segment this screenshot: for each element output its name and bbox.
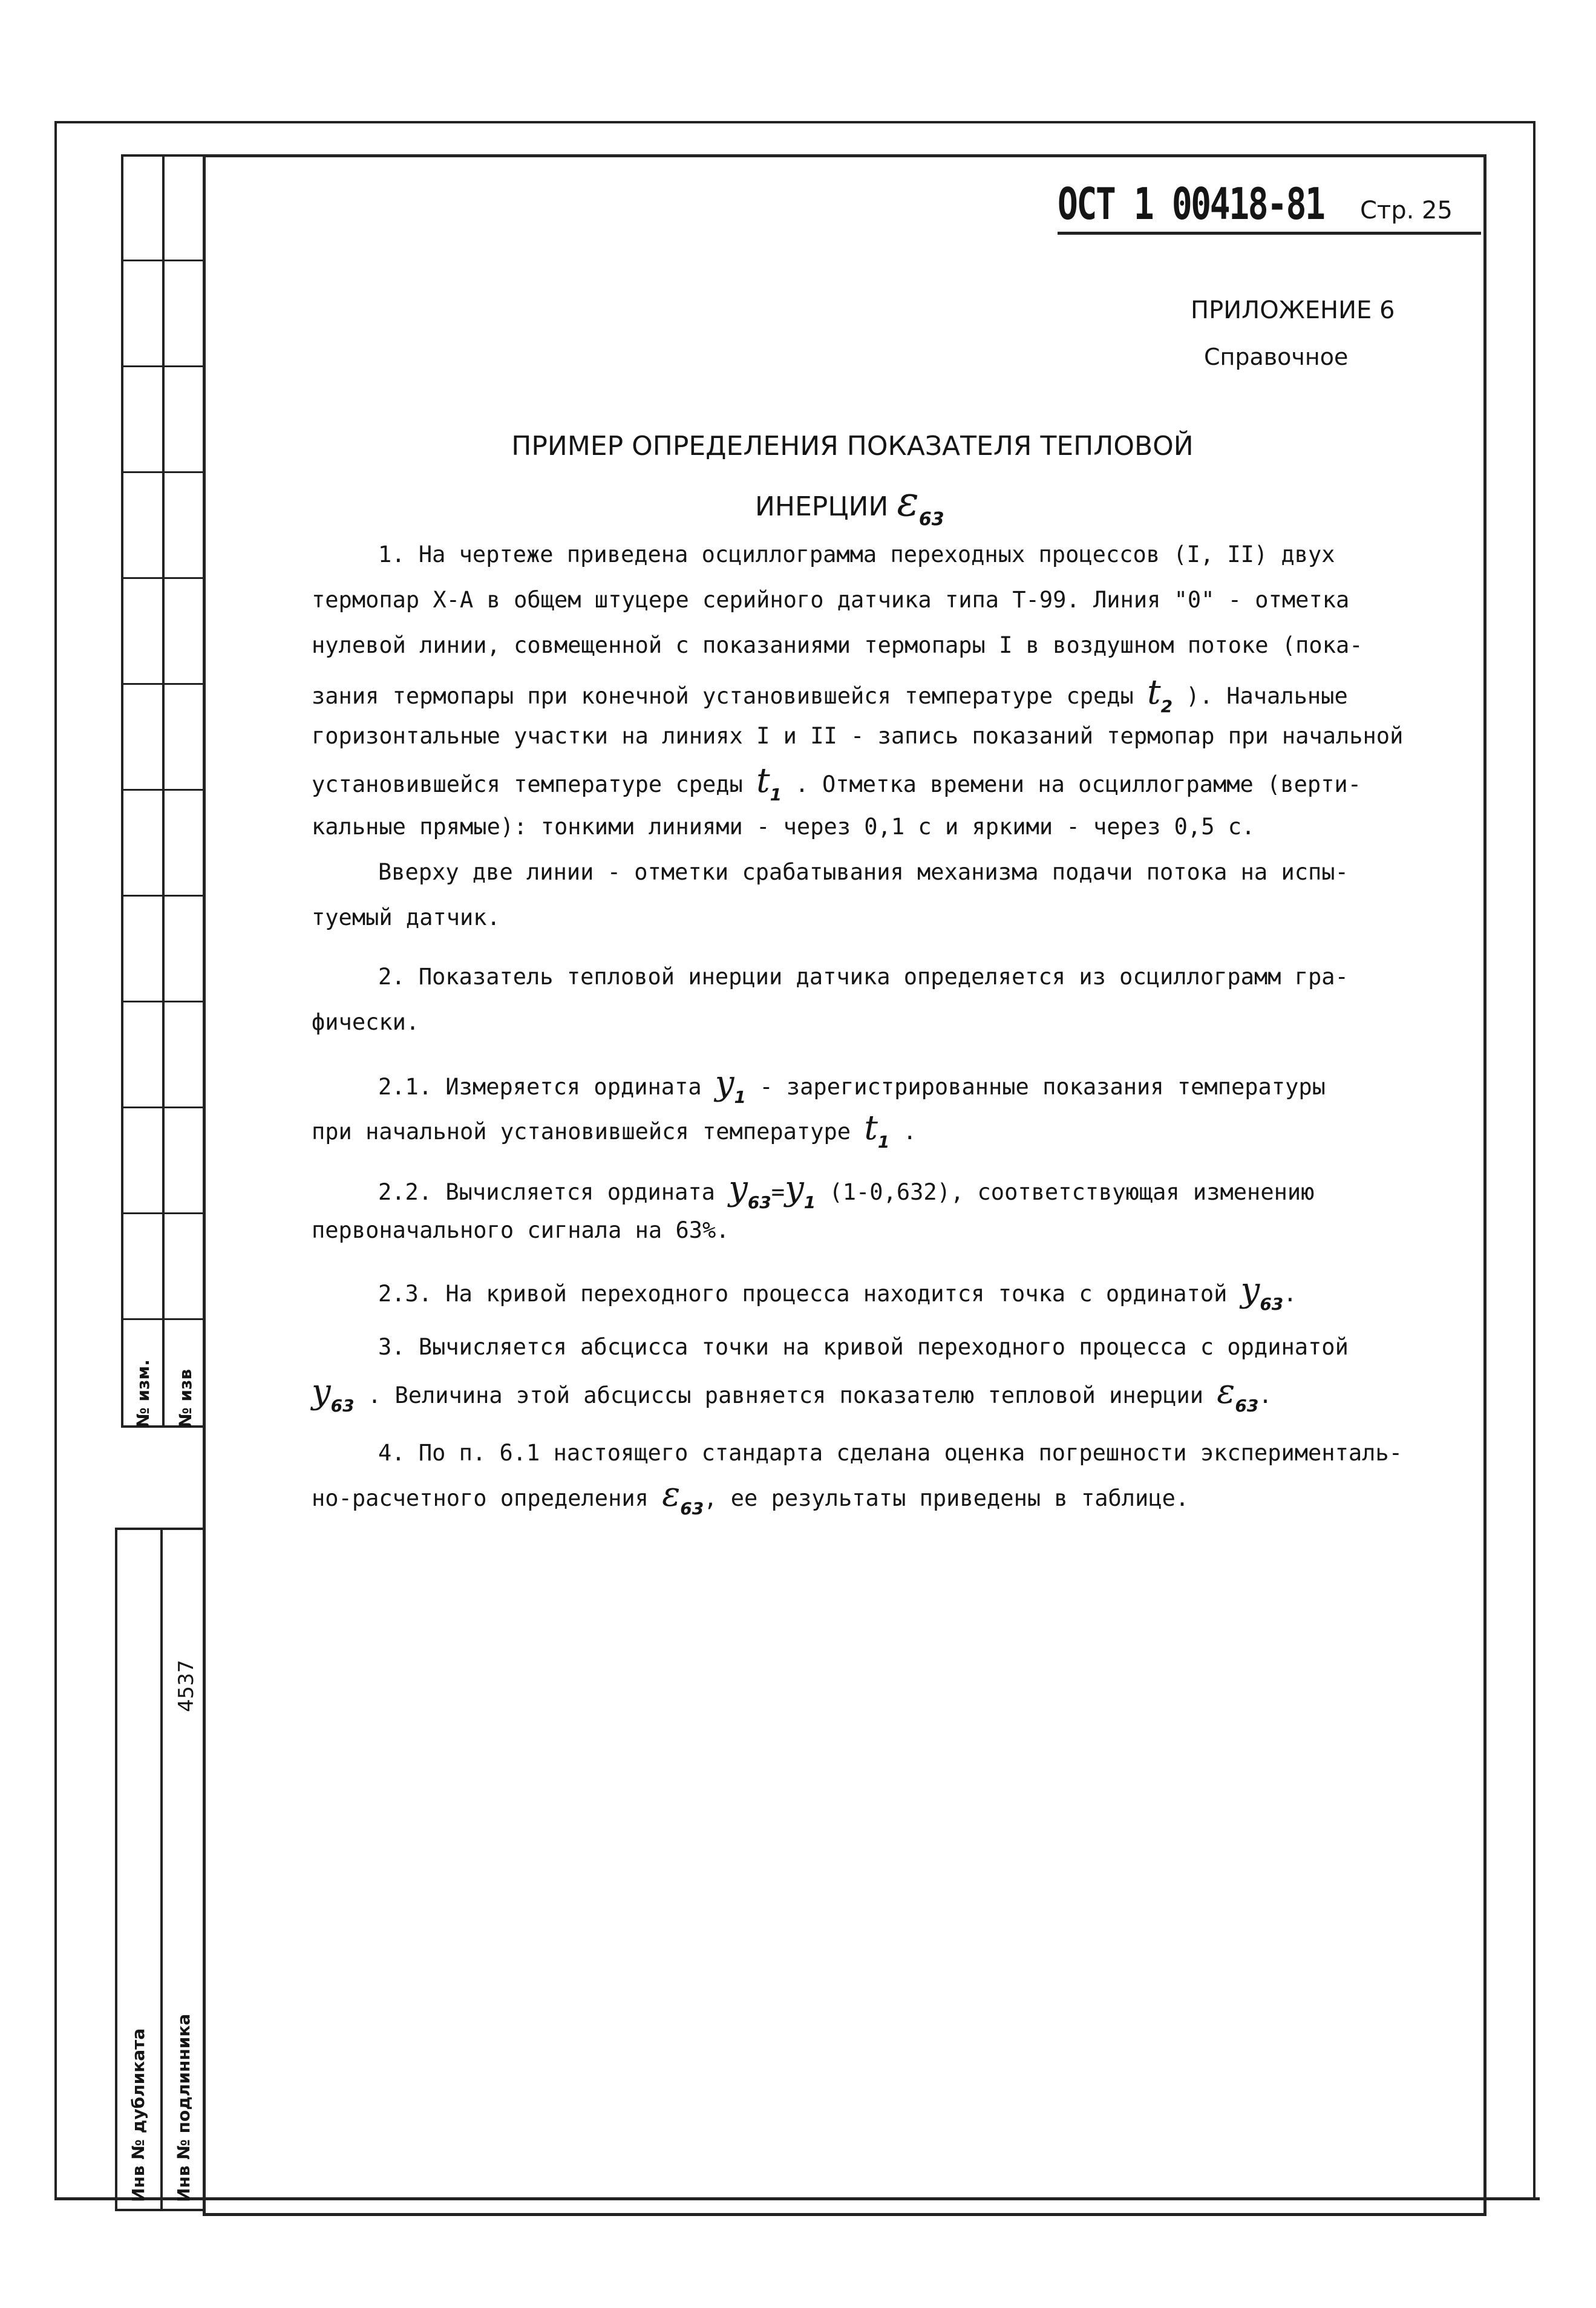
text-line: Вверху две линии - отметки срабатывания механизма подачи потока на испы-	[378, 859, 1349, 885]
text-line: 1. На чертеже приведена осциллограмма переходных процессов (I, II) двух	[378, 541, 1335, 567]
stamp-inv-number: 4537	[174, 1659, 198, 1712]
stamp-column-right	[162, 154, 205, 1428]
text-line: но-расчетного определения $\varepsilon_{63}$, ее результаты приведены в таблице.	[312, 1475, 1189, 1519]
text-line: 4. По п. 6.1 настоящего стандарта сделана оценка погрешности эксперименталь-	[378, 1440, 1402, 1466]
text-line: 2.2. Вычисляется ордината $y_{63}=y_1$ (1-0,632), соответствующая изменению	[378, 1169, 1315, 1212]
text-line: $y_{63}$ . Величина этой абсциссы равняется показателю тепловой инерции $\varepsilon_{63}$.	[312, 1372, 1272, 1416]
document-title-line1: ПРИМЕР ОПРЕДЕЛЕНИЯ ПОКАЗАТЕЛЯ ТЕПЛОВОЙ	[511, 431, 1194, 462]
standard-code: ОСТ 1 00418-81	[1058, 178, 1324, 229]
text-line: 2.1. Измеряется ордината $y_1$ - зарегистрированные показания температуры	[378, 1064, 1326, 1107]
stamp-doc-no: № изв	[175, 1368, 195, 1428]
stamp-inv-duplicate: Инв № дубликата	[128, 2028, 148, 2202]
text-line: туемый датчик.	[312, 904, 500, 930]
document-title-line2: ИНЕРЦИИ $\varepsilon_{63}$	[755, 478, 944, 530]
stamp-inv-original: Инв № подлинника	[174, 2013, 194, 2202]
text-line: кальные прямые): тонкими линиями - через 0,1 с и яркими - через 0,5 с.	[312, 814, 1255, 840]
text-line: фически.	[312, 1009, 420, 1035]
header-underline	[1058, 232, 1481, 235]
document-header	[1058, 178, 1453, 233]
text-line: 2. Показатель тепловой инерции датчика определяется из осциллограмм гра-	[378, 964, 1349, 990]
appendix-type: Справочное	[1204, 344, 1349, 370]
text-line: горизонтальные участки на линиях I и II - запись показаний термопар при начальной	[312, 723, 1404, 749]
stamp-change-no: № изм.	[133, 1359, 153, 1428]
text-line: зания термопары при конечной установившейся температуре среды $t_2$ ). Начальные	[312, 673, 1348, 716]
text-line: первоначального сигнала на 63%.	[312, 1217, 730, 1243]
epsilon-symbol: ε	[897, 478, 919, 526]
text-line: 3. Вычисляется абсцисса точки на кривой переходного процесса с ординатой	[378, 1334, 1349, 1360]
text-line: 2.3. На кривой переходного процесса находится точка с ординатой $y_{63}$.	[378, 1270, 1297, 1314]
stamp-column-left	[121, 154, 162, 1428]
appendix-label: ПРИЛОЖЕНИЕ 6	[1191, 296, 1395, 324]
text-line: при начальной установившейся температуре $t_1$ .	[312, 1108, 917, 1152]
text-line: термопар Х-А в общем штуцере серийного датчика типа Т-99. Линия "0" - отметка	[312, 587, 1350, 613]
text-line: нулевой линии, совмещенной с показаниями термопары I в воздушном потоке (пока-	[312, 632, 1363, 658]
text-line: установившейся температуре среды $t_1$ . Отметка времени на осциллограмме (верти-	[312, 761, 1361, 805]
page-number: Стр. 25	[1360, 197, 1453, 224]
